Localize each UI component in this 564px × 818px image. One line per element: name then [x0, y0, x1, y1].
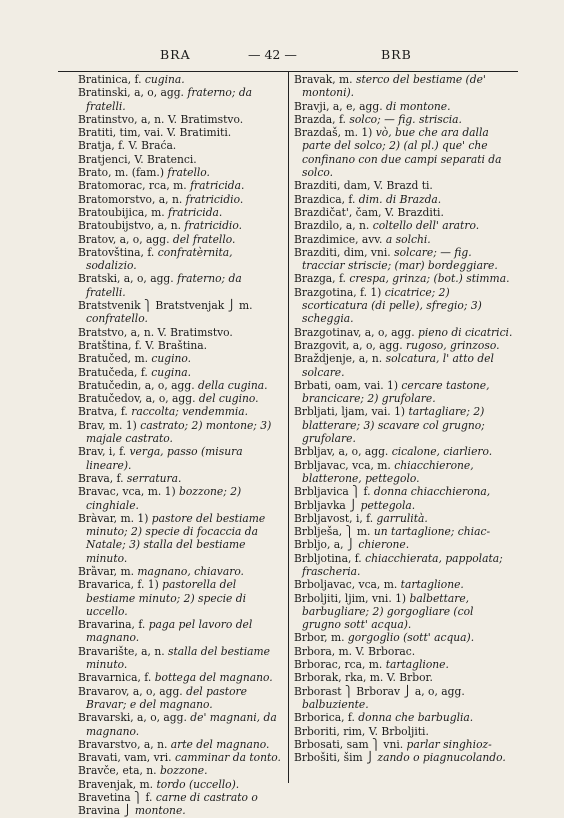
entry-headword: Brboriti, rim, V. Brboljiti. [294, 724, 429, 738]
entry-headword: Bravac, vca, m. 1) [78, 485, 176, 499]
dictionary-entry [294, 233, 514, 246]
right-column [294, 73, 514, 764]
entry-translation: parlar singhioz- [406, 737, 492, 751]
dictionary-entry [78, 512, 284, 565]
entry-translation: bozzone. [159, 764, 208, 778]
entry-headword: Brblješa, ⎫ m. [294, 525, 371, 539]
entry-translation: camminar da tonto. [174, 751, 281, 765]
entry-headword: Bravarski, a, o, agg. [78, 711, 187, 725]
entry-translation: di montone. [386, 99, 451, 113]
entry-translation: bozzone; 2) cinghiale. [86, 485, 242, 512]
entry-translation: pettegola. [360, 498, 416, 512]
dictionary-entry [78, 166, 284, 179]
entry-headword: Brav, m. 1) [78, 418, 137, 432]
dictionary-entry [78, 685, 284, 712]
entry-translation: tartagliare; 2) blatterare; 3) scavare col grugno; grufolare. [302, 405, 485, 446]
dictionary-entry [294, 512, 514, 525]
entry-headword: Brazgovit, a, o, agg. [294, 338, 403, 352]
dictionary-entry [294, 113, 514, 126]
entry-headword: Bravarište, a, n. [78, 644, 165, 658]
entry-headword: Brborak, rka, m. V. Brbor. [294, 671, 433, 685]
entry-translation: gorgoglio (sott' acqua). [347, 631, 475, 645]
entry-headword: Bravji, a, e, agg. [294, 99, 383, 113]
entry-headword: Bravina ⎭ [78, 804, 132, 818]
dictionary-entry [78, 179, 284, 192]
dictionary-entry [294, 685, 514, 712]
entry-headword: Bravak, m. [294, 73, 353, 86]
entry-headword: Brbljavica ⎫ f. [294, 485, 371, 499]
dictionary-entry [78, 219, 284, 232]
dictionary-entry [78, 791, 284, 804]
dictionary-entry [294, 405, 514, 445]
dictionary-entry [294, 658, 514, 671]
running-head-left: BRA [160, 47, 191, 62]
entry-headword: Brbor, m. [294, 631, 345, 645]
entry-headword: Bratinstvo, a, n. V. Bratimstvo. [78, 112, 244, 126]
entry-translation: solcare; — fig. tracciar striscie; (mar) bordeggiare. [302, 245, 498, 273]
dictionary-entry [78, 139, 284, 152]
dictionary-entry [294, 352, 514, 379]
dictionary-entry [294, 725, 514, 738]
entry-headword: Bratstvenik ⎫ Bratstvenjak ⎭ m. [78, 299, 253, 313]
entry-headword: Brazditi, dim, vni. [294, 245, 391, 259]
entry-translation: cercare tastone, brancicare; 2) grufolare. [302, 378, 490, 406]
entry-translation: cugina. [144, 73, 185, 86]
entry-headword: Bràvar, m. 1) [78, 511, 149, 525]
entry-headword: Brboljiti, ljim, vni. 1) [294, 591, 407, 605]
dictionary-entry [294, 631, 514, 644]
entry-headword: Bratinski, a, o, agg. [78, 86, 184, 100]
entry-headword: Brborica, f. [294, 711, 355, 725]
entry-translation: chierone. [358, 538, 410, 552]
entry-headword: Bratov, a, o, agg. [78, 232, 170, 246]
dictionary-entry [78, 645, 284, 672]
dictionary-entry [294, 206, 514, 219]
entry-headword: Bravarnica, f. [78, 671, 152, 685]
entry-headword: Bratomorac, rca, m. [78, 179, 187, 193]
dictionary-entry [294, 100, 514, 113]
dictionary-entry [78, 472, 284, 485]
entry-headword: Bratjenci, V. Bratenci. [78, 152, 197, 166]
dictionary-entry [78, 86, 284, 113]
entry-translation: cicalone, ciarliero. [391, 445, 493, 459]
entry-translation: donna chiacchierona, [373, 485, 491, 499]
entry-translation: tartaglione. [400, 578, 464, 592]
entry-headword: Brazdimice, avv. [294, 232, 383, 246]
entry-headword: Brbljavka ⎭ [294, 498, 358, 512]
page-number: — 42 — [248, 47, 297, 62]
entry-translation: fratricida. [190, 179, 245, 193]
entry-headword: Bratja, f. V. Braća. [78, 139, 177, 153]
entry-translation: dim. di Brazda. [358, 192, 442, 206]
entry-headword: Brbora, m. V. Brborac. [294, 644, 416, 658]
entry-headword: Brazdica, f. [294, 192, 356, 206]
dictionary-entry [78, 326, 284, 339]
dictionary-entry [294, 552, 514, 579]
dictionary-entry [78, 339, 284, 352]
entry-translation: del cugino. [198, 392, 259, 406]
entry-headword: Brbljavost, i, f. [294, 511, 374, 525]
dictionary-entry [78, 352, 284, 365]
dictionary-entry [78, 206, 284, 219]
dictionary-entry [78, 738, 284, 751]
dictionary-entry [78, 485, 284, 512]
entry-translation: fratricidio. [184, 219, 242, 233]
entry-headword: Brazdaš, m. 1) [294, 126, 373, 140]
entry-headword: Brazdičat', čam, V. Brazditi. [294, 205, 444, 219]
entry-translation: balbettare, barbugliare; 2) gorgogliare (col grugno sott' acqua). [302, 591, 474, 632]
entry-translation: arte del magnano. [170, 737, 270, 751]
entry-headword: Bravarica, f. 1) [78, 578, 159, 592]
entry-headword: Brborast ⎫ Brborav ⎭ a, o, agg. [294, 684, 465, 698]
dictionary-entry [78, 671, 284, 684]
dictionary-entry [294, 246, 514, 273]
entry-headword: Bratovština, f. [78, 245, 155, 259]
dictionary-entry [294, 126, 514, 179]
entry-headword: Bravče, eta, n. [78, 764, 157, 778]
dictionary-entry [78, 804, 284, 817]
entry-headword: Bratva, f. [78, 405, 128, 419]
dictionary-entry [78, 153, 284, 166]
entry-headword: Brbljavac, vca, m. [294, 458, 391, 472]
dictionary-entry [78, 366, 284, 379]
dictionary-entry [78, 246, 284, 273]
dictionary-entry [78, 126, 284, 139]
dictionary-entry [78, 405, 284, 418]
column-divider [288, 71, 289, 783]
entry-headword: Brbosati, sam ⎫ vni. [294, 737, 404, 751]
entry-headword: Brbljati, ljam, vai. 1) [294, 405, 406, 419]
dictionary-entry [78, 379, 284, 392]
entry-translation: del pastore Bravar; e del magnano. [86, 684, 247, 711]
entry-headword: Bratiti, tim, vai. V. Bratimiti. [78, 126, 232, 140]
entry-translation: verga, passo (misura lineare). [86, 445, 243, 472]
entry-headword: Bratski, a, o, agg. [78, 272, 174, 286]
entry-translation: montone. [134, 804, 186, 818]
entry-headword: Braždjenje, a, n. [294, 352, 383, 366]
dictionary-entry [294, 179, 514, 192]
dictionary-entry [78, 578, 284, 618]
entry-translation: de' magnani, da magnano. [86, 711, 277, 738]
dictionary-entry [78, 778, 284, 791]
entry-translation: bottega del magnano. [154, 671, 273, 685]
entry-headword: Brbati, oam, vai. 1) [294, 378, 399, 392]
dictionary-entry [294, 326, 514, 339]
entry-translation: solcatura, l' atto del solcare. [302, 352, 494, 379]
entry-translation: cicatrice; 2) scorticatura (di pelle), sfregio; 3) scheggia. [302, 285, 482, 326]
entry-translation: stalla del bestiame minuto. [86, 644, 270, 672]
entry-translation: magnano, chiavaro. [137, 564, 244, 578]
entry-headword: Brbljotina, f. [294, 551, 362, 565]
entry-headword: Bratučedin, a, o, agg. [78, 378, 195, 392]
entry-headword: Bratoubijica, m. [78, 205, 165, 219]
entry-translation: castrato; 2) montone; 3) majale castrato. [86, 418, 272, 446]
running-head-right: BRB [381, 47, 412, 62]
entry-headword: Brazditi, dam, V. Brazd ti. [294, 179, 433, 193]
entry-translation: zando o piagnucolando. [377, 751, 506, 765]
dictionary-entry [294, 525, 514, 538]
dictionary-entry [294, 671, 514, 684]
entry-headword: Brazdilo, a, n. [294, 219, 370, 233]
entry-translation: coltello dell' aratro. [372, 219, 480, 233]
entry-headword: Bratučedov, a, o, agg. [78, 392, 196, 406]
dictionary-entry [294, 711, 514, 724]
dictionary-entry [78, 233, 284, 246]
dictionary-entry [78, 419, 284, 446]
entry-headword: Brbošiti, šim ⎭ [294, 751, 375, 765]
entry-headword: Brazda, f. [294, 112, 346, 126]
entry-translation: raccolta; vendemmia. [131, 405, 249, 419]
entry-translation: donna che barbuglia. [358, 711, 474, 725]
entry-headword: Bratomorstvo, a, n. [78, 192, 183, 206]
entry-headword: Brazga, f. [294, 272, 346, 286]
dictionary-entry [78, 445, 284, 472]
entry-headword: Brboljavac, vca, m. [294, 578, 398, 592]
entry-headword: Bratinica, f. [78, 73, 142, 86]
entry-translation: carne di castrato o [155, 791, 258, 805]
entry-headword: Brbljav, a, o, agg. [294, 445, 389, 459]
entry-headword: Brato, m. (fam.) [78, 166, 164, 180]
entry-translation: tartaglione. [385, 658, 449, 672]
entry-headword: Bratština, f. V. Braština. [78, 338, 208, 352]
dictionary-entry [78, 711, 284, 738]
dictionary-entry [294, 193, 514, 206]
entry-headword: Bratoubijstvo, a, n. [78, 219, 182, 233]
entry-headword: Brazgotinav, a, o, agg. [294, 325, 415, 339]
entry-headword: Bravarov, a, o, agg. [78, 684, 183, 698]
entry-translation: confratello. [86, 312, 148, 326]
entry-translation: serratura. [126, 471, 182, 485]
entry-headword: Bratstvo, a, n. V. Bratimstvo. [78, 325, 233, 339]
entry-translation: cugina. [151, 365, 191, 379]
dictionary-entry [78, 299, 284, 326]
entry-headword: Bratučeda, f. [78, 365, 148, 379]
dictionary-entry [294, 379, 514, 406]
entry-translation: vò, bue che ara dalla parte del solco; 2) (al pl.) que' che confinano con due campi separati da solco. [302, 126, 502, 180]
dictionary-entry [294, 459, 514, 486]
entry-translation: del fratello. [172, 232, 236, 246]
entry-translation: pastore del bestiame minuto; 2) specie di focaccia da Natale; 3) stalla del bestiame minuto. [86, 511, 266, 565]
dictionary-entry [78, 764, 284, 777]
dictionary-entry [294, 73, 514, 100]
entry-translation: fratricidio. [185, 192, 244, 206]
entry-translation: pieno di cicatrici. [418, 325, 513, 339]
entry-translation: un tartaglione; chiac- [373, 525, 491, 539]
dictionary-entry [294, 592, 514, 632]
dictionary-entry [294, 578, 514, 591]
entry-translation: fraterno; da fratelli. [86, 272, 242, 299]
entry-headword: Brav, i, f. [78, 445, 127, 459]
dictionary-entry [294, 538, 514, 551]
dictionary-entry [294, 286, 514, 326]
entry-headword: Brbljo, a, ⎭ [294, 538, 355, 552]
entry-headword: Brborac, rca, m. [294, 658, 383, 672]
dictionary-entry [78, 272, 284, 299]
entry-translation: paga pel lavoro del magnano. [86, 618, 253, 645]
dictionary-entry [78, 392, 284, 405]
entry-headword: Brazgotina, f. 1) [294, 285, 382, 299]
left-column [78, 73, 284, 818]
entry-translation: chiacchierone, blatterone, pettegolo. [302, 458, 474, 485]
dictionary-entry [294, 272, 514, 285]
dictionary-entry [294, 445, 514, 458]
entry-translation: fratello. [167, 166, 210, 180]
entry-translation: a solchi. [385, 232, 431, 246]
entry-headword: Bravarina, f. [78, 618, 146, 632]
entry-headword: Brȁvar, m. [78, 564, 135, 578]
dictionary-entry [78, 113, 284, 126]
dictionary-entry [78, 193, 284, 206]
dictionary-entry [78, 565, 284, 578]
entry-translation: crespa, grinza; (bot.) stimma. [349, 272, 510, 286]
entry-translation: confratèrnita, sodalizio. [86, 245, 233, 273]
entry-translation: fraterno; da fratelli. [86, 86, 253, 113]
entry-headword: Bravarstvo, a, n. [78, 737, 168, 751]
entry-translation: sterco del bestiame (de' montoni). [302, 73, 486, 100]
entry-headword: Bravati, vam, vri. [78, 751, 172, 765]
dictionary-entry [294, 339, 514, 352]
entry-translation: balbuziente. [302, 697, 369, 711]
entry-translation: pastorella del bestiame minuto; 2) specie di uccello. [86, 578, 247, 618]
dictionary-entry [294, 219, 514, 232]
entry-translation: della cugina. [198, 378, 268, 392]
entry-translation: solco; — fig. striscia. [349, 112, 462, 126]
entry-translation: fratricida. [168, 205, 223, 219]
entry-translation: chiacchierata, pappolata; frascheria. [302, 551, 503, 578]
entry-translation: tordo (uccello). [156, 777, 240, 791]
entry-headword: Bravetina ⎫ f. [78, 791, 153, 805]
dictionary-entry [78, 73, 284, 86]
entry-translation: cugino. [151, 352, 192, 366]
dictionary-entry [294, 485, 514, 498]
dictionary-entry [294, 499, 514, 512]
entry-headword: Bratučed, m. [78, 352, 148, 366]
entry-translation: garrulità. [376, 511, 428, 525]
entry-headword: Brava, f. [78, 471, 124, 485]
dictionary-entry [78, 751, 284, 764]
dictionary-entry [294, 751, 514, 764]
dictionary-entry [294, 645, 514, 658]
entry-headword: Bravenjak, m. [78, 777, 154, 791]
entry-translation: rugoso, grinzoso. [406, 338, 500, 352]
dictionary-entry [294, 738, 514, 751]
dictionary-entry [78, 618, 284, 645]
